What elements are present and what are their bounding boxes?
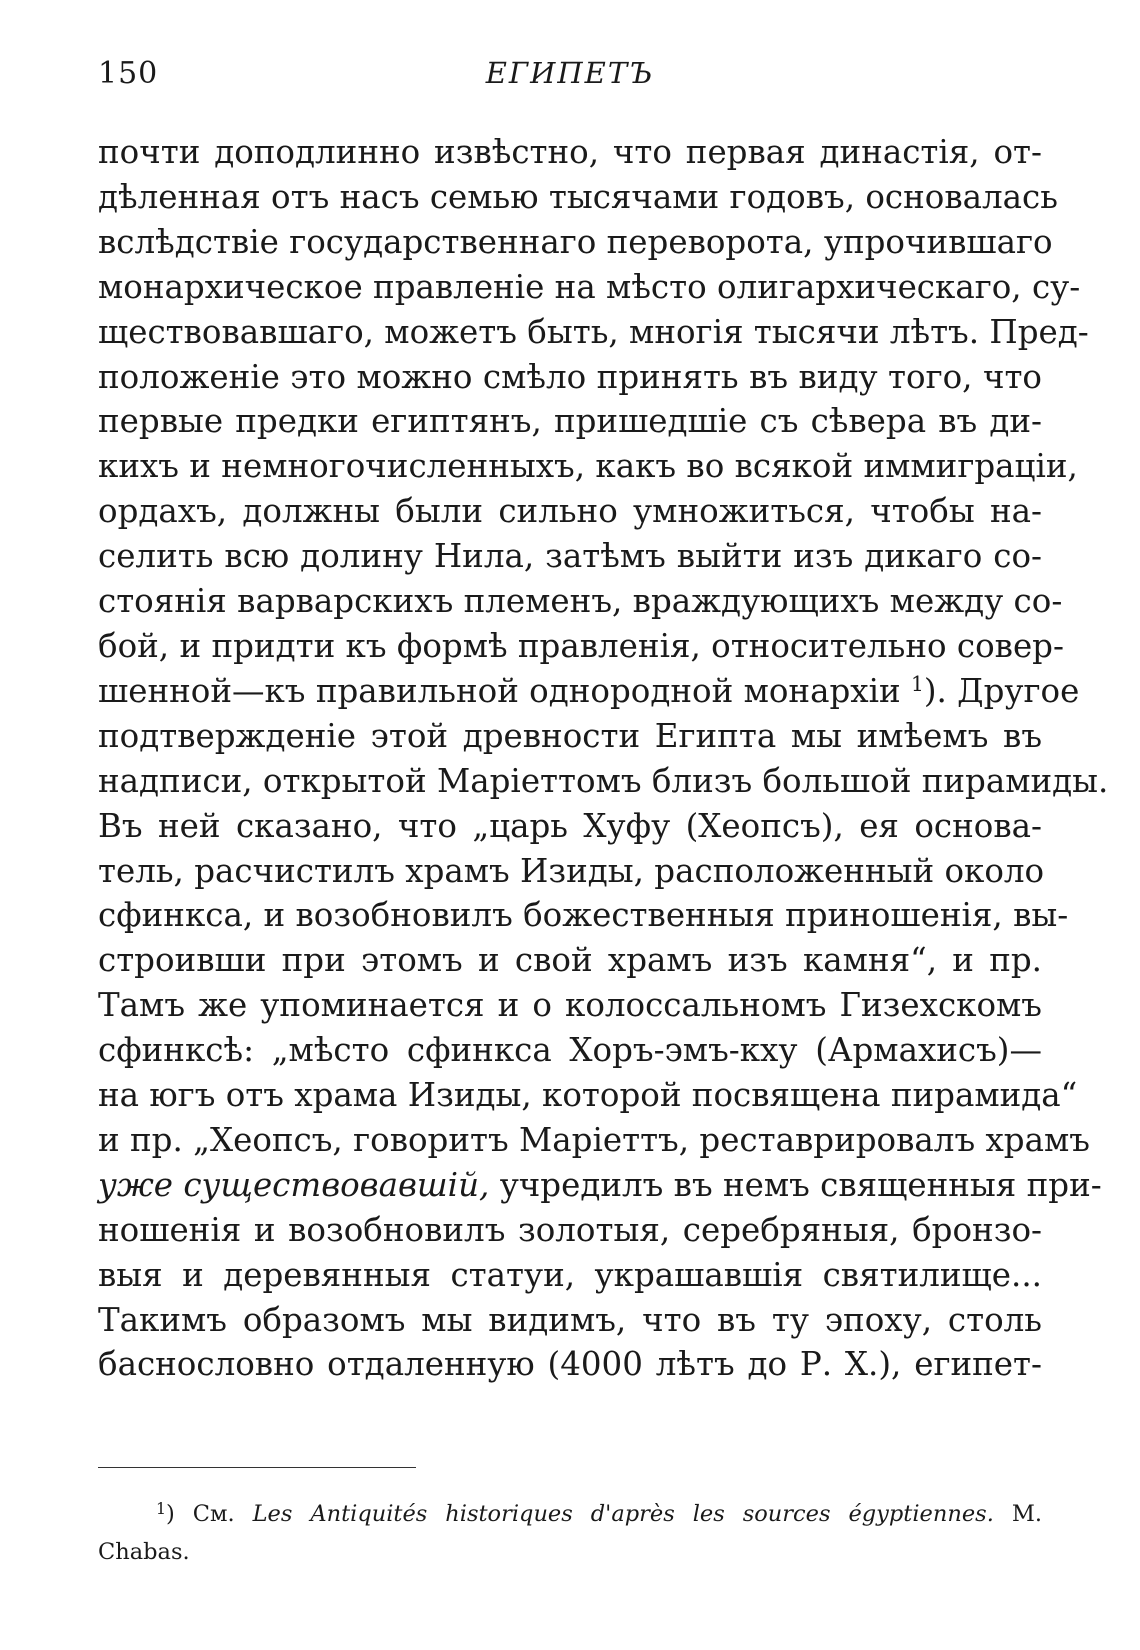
- footnote-prefix: См.: [192, 1501, 235, 1527]
- text-line: баснословно отдаленную (4000 лѣтъ до Р. Х.), египет-: [98, 1345, 1042, 1384]
- text-line: ношенія и возобновилъ золотыя, серебряныя, бронзо-: [98, 1210, 1042, 1249]
- text-line: почти доподлинно извѣстно, что первая династія, от-: [98, 133, 1042, 171]
- text-line: Въ ней сказано, что „царь Хуфу (Хеопсъ), ея основа-: [98, 806, 1042, 845]
- text-line: выя и деревянныя статуи, украшавшія святилище...: [98, 1255, 1042, 1294]
- page-header: [98, 56, 1042, 96]
- line-text: шенной—къ правильной однородной монархіи: [98, 671, 901, 710]
- text-line: стоянія варварскихъ племенъ, враждующихъ между со-: [98, 582, 1063, 621]
- footnote: [98, 1495, 1042, 1571]
- text-line: ществовавшаго, можетъ быть, многія тысячи лѣтъ. Пред-: [98, 312, 1089, 351]
- footnote-title: Les Antiquités historiques d'après les sources égyptiennes.: [252, 1501, 994, 1527]
- text-line: Такимъ образомъ мы видимъ, что въ ту эпоху, столь: [98, 1300, 1042, 1339]
- text-line: ордахъ, должны были сильно умножиться, чтобы на-: [98, 492, 1042, 531]
- line-text: учредилъ въ немъ священныя при-: [499, 1165, 1102, 1204]
- footnote-divider: [98, 1467, 416, 1468]
- text-line: вслѣдствіе государственнаго переворота, упрочившаго: [98, 222, 1053, 261]
- text-line: монархическое правленіе на мѣсто олигархическаго, су-: [98, 267, 1081, 306]
- text-line: бой, и придти къ формѣ правленія, относительно совер-: [98, 626, 1064, 665]
- text-line: надписи, открытой Маріеттомъ близъ большой пирамиды.: [98, 761, 1109, 800]
- text-line: первые предки египтянъ, пришедшіе съ сѣвера въ ди-: [98, 402, 1042, 441]
- text-line: кихъ и немногочисленныхъ, какъ во всякой иммиграціи,: [98, 447, 1078, 486]
- text-line: положеніе это можно смѣло принять въ виду того, что: [98, 357, 1042, 396]
- footnote-paren: ): [166, 1501, 175, 1527]
- running-head: ЕГИПЕТЪ: [485, 56, 655, 90]
- footnote-line-2: Chabas.: [98, 1539, 190, 1565]
- text-line: и пр. „Хеопсъ, говоритъ Маріеттъ, реставрировалъ храмъ: [98, 1120, 1090, 1159]
- text-line: дѣленная отъ насъ семью тысячами годовъ, основалась: [98, 177, 1058, 216]
- text-line: на югъ отъ храма Изиды, которой посвящена пирамида“: [98, 1076, 1078, 1115]
- text-line-with-footnote-ref: [98, 669, 1080, 714]
- page-number: 150: [98, 56, 159, 91]
- footnote-line: [98, 1495, 1042, 1533]
- text-line: сфинкса, и возобновилъ божественныя приношенія, вы-: [98, 896, 1069, 935]
- body-text: [98, 130, 1109, 1387]
- footnote-reference: 1: [911, 671, 924, 696]
- footnote-suffix: M.: [1011, 1501, 1043, 1527]
- text-line: селить всю долину Нила, затѣмъ выйти изъ дикаго со-: [98, 537, 1042, 576]
- text-line: тель, расчистилъ храмъ Изиды, расположенный около: [98, 851, 1045, 890]
- text-line-with-italic: [98, 1163, 1102, 1208]
- footnote-mark: 1: [156, 1498, 167, 1518]
- text-line: Тамъ же упоминается и о колоссальномъ Гизехскомъ: [98, 986, 1042, 1025]
- italic-phrase: уже существовавшій,: [98, 1165, 490, 1204]
- text-line: подтвержденіе этой древности Египта мы имѣемъ въ: [98, 716, 1042, 755]
- text-line: сфинксѣ: „мѣсто сфинкса Хоръ-эмъ-кху (Армахисъ)—: [98, 1031, 1042, 1070]
- line-tail: ). Другое: [923, 671, 1080, 710]
- text-line: строивши при этомъ и свой храмъ изъ камня“, и пр.: [98, 941, 1042, 980]
